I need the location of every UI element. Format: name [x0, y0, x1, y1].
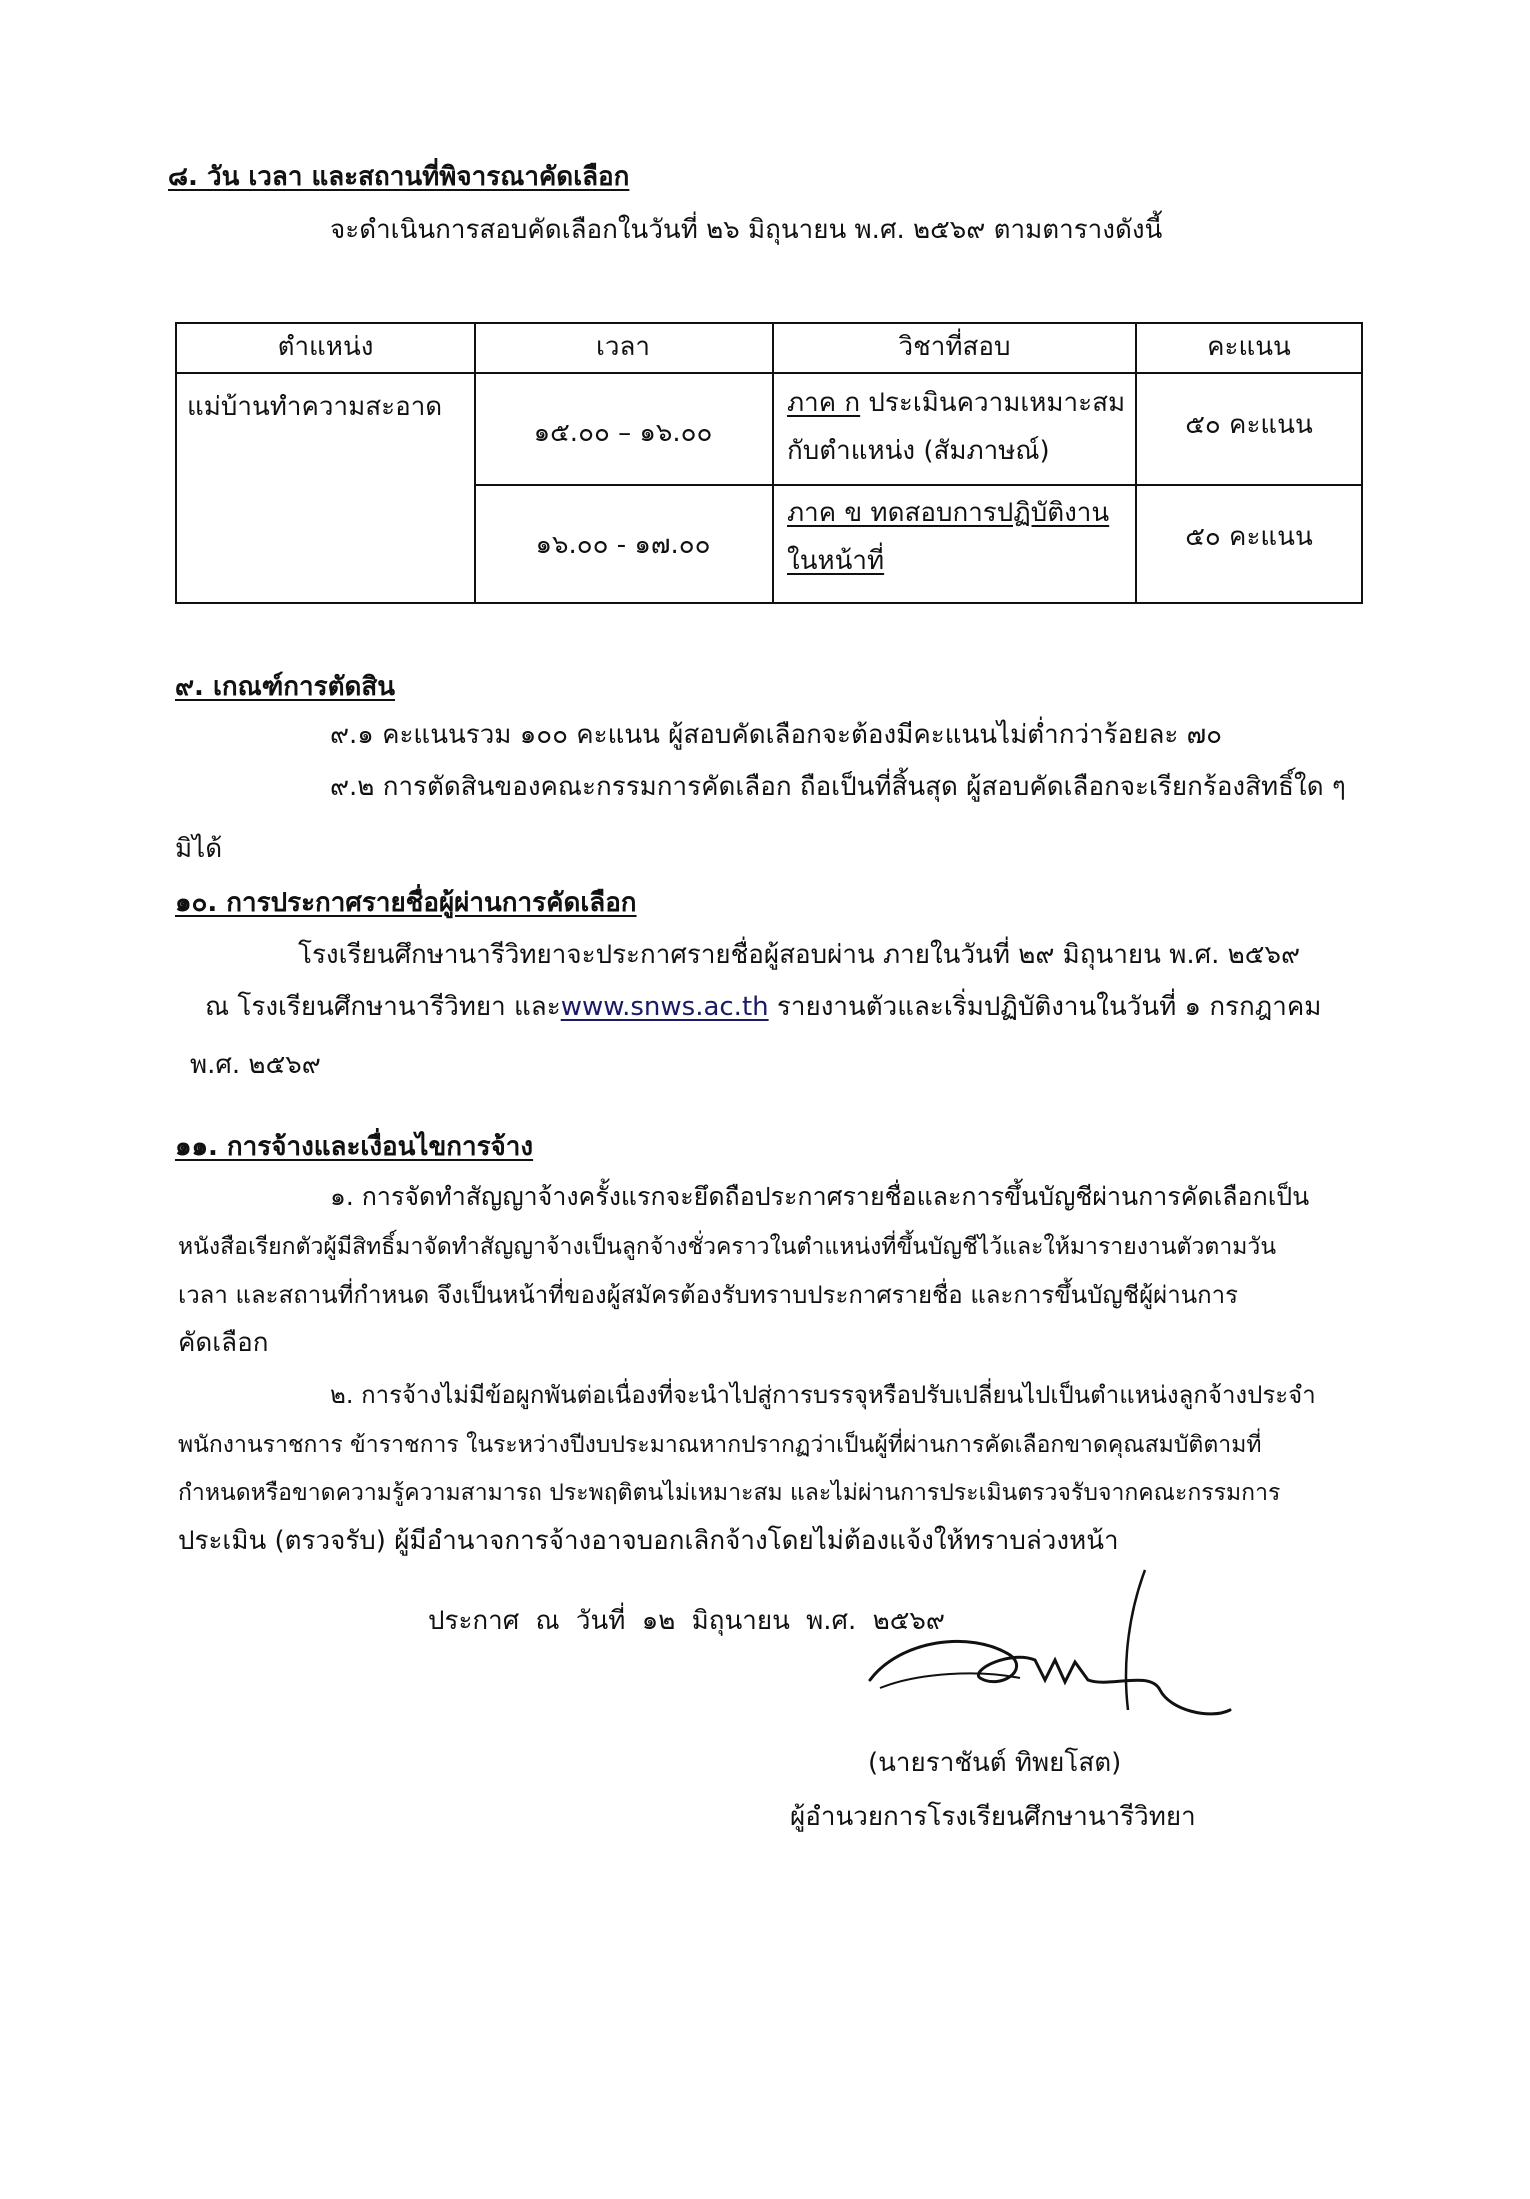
- table-col-divider: [772, 324, 774, 602]
- section-11-p2-line-2: พนักงานราชการ ข้าราชการ ในระหว่างปีงบประมาณหากปรากฏว่าเป็นผู้ที่ผ่านการคัดเลือกขาดคุณสมบัติตามที่: [178, 1432, 1262, 1458]
- section-10-line-2a: ณ โรงเรียนศึกษานารีวิทยา และ: [205, 992, 561, 1022]
- section-11-p1-line-2: หนังสือเรียกตัวผู้มีสิทธิ์มาจัดทำสัญญาจ้างเป็นลูกจ้างชั่วคราวในตำแหน่งที่ขึ้นบัญชีไว้และให้มารายงานตัวตามวัน: [178, 1234, 1277, 1260]
- exam-schedule-table: [175, 322, 1363, 604]
- row2-subject-line2: ในหน้าที่: [787, 546, 885, 576]
- section-10-line-3: พ.ศ. ๒๕๖๙: [190, 1050, 321, 1080]
- section-9-item-2: ๙.๒ การตัดสินของคณะกรรมการคัดเลือก ถือเป็นที่สิ้นสุด ผู้สอบคัดเลือกจะเรียกร้องสิทธิ์ใด ๆ: [330, 772, 1346, 802]
- signature-image: [860, 1560, 1240, 1750]
- row1-subject-line1: [787, 386, 1125, 420]
- announcement-date: ประกาศ ณ วันที่ ๑๒ มิถุนายน พ.ศ. ๒๕๖๙: [428, 1606, 945, 1636]
- signer-name: (นายราชันต์ ทิพยโสต): [868, 1748, 1122, 1778]
- section-11-p1-line-3: เวลา และสถานที่กำหนด จึงเป็นหน้าที่ของผู้สมัครต้องรับทราบประกาศรายชื่อ และการขึ้นบัญชีผู้ผ่านการ: [178, 1281, 1238, 1309]
- row1-subject-prefix: ภาค ก: [787, 388, 861, 418]
- row1-subject-line2: กับตำแหน่ง (สัมภาษณ์): [787, 436, 1050, 466]
- signer-title: ผู้อำนวยการโรงเรียนศึกษานารีวิทยา: [790, 1802, 1196, 1832]
- position-cell: แม่บ้านทำความสะอาด: [187, 392, 443, 422]
- section-11-p1-line-4: คัดเลือก: [178, 1328, 269, 1358]
- table-row-divider: [474, 484, 1361, 486]
- table-header-subject: วิชาที่สอบ: [898, 332, 1011, 362]
- section-8-intro: จะดำเนินการสอบคัดเลือกในวันที่ ๒๖ มิถุนายน พ.ศ. ๒๕๖๙ ตามตารางดังนี้: [330, 215, 1163, 245]
- section-8-heading: ๘. วัน เวลา และสถานที่พิจารณาคัดเลือก: [168, 162, 630, 192]
- row1-subject-rest: ประเมินความเหมาะสม: [868, 388, 1126, 418]
- section-11-p2-line-1: ๒. การจ้างไม่มีข้อผูกพันต่อเนื่องที่จะนำไปสู่การบรรจุหรือปรับเปลี่ยนไปเป็นตำแหน่งลูกจ้างประจำ: [330, 1381, 1316, 1409]
- section-11-p2-line-3: กำหนดหรือขาดความรู้ความสามารถ ประพฤติตนไม่เหมาะสม และไม่ผ่านการประเมินตรวจรับจากคณะกรรมการ: [178, 1480, 1281, 1506]
- row1-time: ๑๕.๐๐ – ๑๖.๐๐: [533, 418, 713, 448]
- table-header-time: เวลา: [595, 332, 651, 362]
- table-header-score: คะแนน: [1207, 332, 1291, 362]
- section-10-line-2: [205, 990, 1321, 1024]
- section-10-heading: ๑๐. การประกาศรายชื่อผู้ผ่านการคัดเลือก: [175, 888, 637, 918]
- table-header-divider: [177, 372, 1361, 374]
- section-9-item-1: ๙.๑ คะแนนรวม ๑๐๐ คะแนน ผู้สอบคัดเลือกจะต้องมีคะแนนไม่ต่ำกว่าร้อยละ ๗๐: [330, 720, 1223, 750]
- school-website-link[interactable]: www.snws.ac.th: [560, 992, 769, 1022]
- row1-score: ๕๐ คะแนน: [1185, 410, 1313, 440]
- section-11-heading: ๑๑. การจ้างและเงื่อนไขการจ้าง: [175, 1132, 534, 1162]
- section-10-line-1: โรงเรียนศึกษานารีวิทยาจะประกาศรายชื่อผู้สอบผ่าน ภายในวันที่ ๒๙ มิถุนายน พ.ศ. ๒๕๖๙: [298, 940, 1301, 970]
- row2-subject-line1: ภาค ข ทดสอบการปฏิบัติงาน: [787, 498, 1110, 528]
- table-header-position: ตำแหน่ง: [277, 332, 374, 362]
- section-9-item-2-cont: มิได้: [175, 834, 223, 864]
- row2-time: ๑๖.๐๐ - ๑๗.๐๐: [535, 530, 711, 560]
- row2-score: ๕๐ คะแนน: [1185, 522, 1313, 552]
- section-10-line-2b: รายงานตัวและเริ่มปฏิบัติงานในวันที่ ๑ กรกฎาคม: [768, 992, 1322, 1022]
- table-col-divider: [1135, 324, 1137, 602]
- section-11-p1-line-1: ๑. การจัดทำสัญญาจ้างครั้งแรกจะยึดถือประกาศรายชื่อและการขึ้นบัญชีผ่านการคัดเลือกเป็น: [330, 1182, 1310, 1211]
- section-11-p2-line-4: ประเมิน (ตรวจรับ) ผู้มีอำนาจการจ้างอาจบอกเลิกจ้างโดยไม่ต้องแจ้งให้ทราบล่วงหน้า: [178, 1526, 1119, 1556]
- section-9-heading: ๙. เกณฑ์การตัดสิน: [175, 672, 396, 702]
